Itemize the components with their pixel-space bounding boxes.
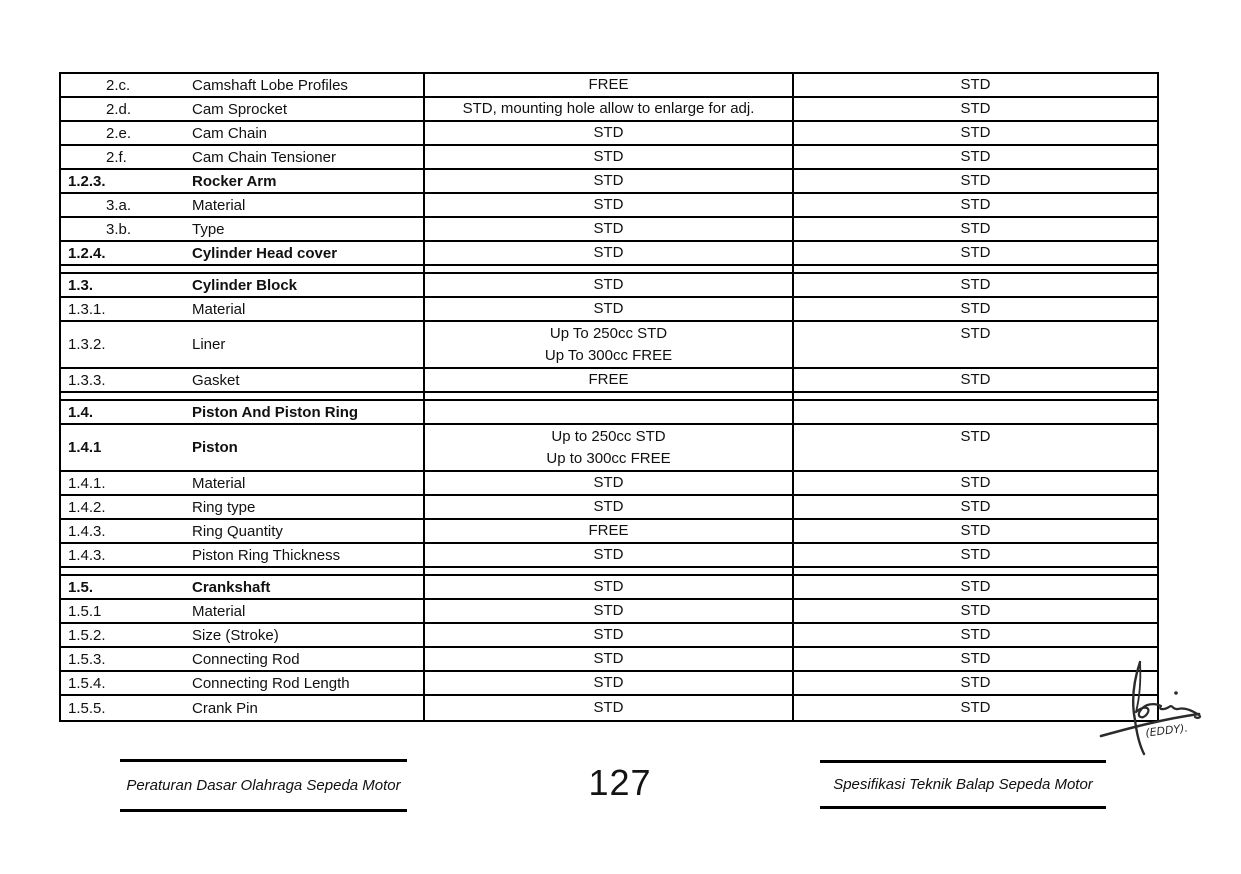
row-spec-value: Up To 300cc FREE [544,347,673,364]
row-number: 2.e. [106,124,132,142]
row-number: 1.2.3. [68,172,106,190]
table-row [61,98,1157,122]
row-std-value: STD [960,602,991,619]
row-number: 1.3. [68,276,94,294]
table-row [61,122,1157,146]
row-spec-value: STD [593,172,624,189]
row-spec-value: FREE [588,371,629,388]
row-spec-value: STD [593,220,624,237]
row-std-value: STD [960,276,991,293]
page-number: 127 [588,762,652,803]
row-spec-value: STD [593,650,624,667]
row-std-value: STD [960,578,991,595]
row-spec-value: FREE [588,76,629,93]
table-row [61,218,1157,242]
footer-left-rule [120,759,407,812]
table-row [61,74,1157,98]
footer-right-label: Spesifikasi Teknik Balap Sepeda Motor [833,776,1093,793]
row-std-value: STD [960,626,991,643]
table-row [61,696,1157,720]
row-number: 3.a. [106,196,132,214]
row-spec-value: STD [593,148,624,165]
row-spec-value: STD [593,196,624,213]
table-row [61,242,1157,266]
row-number: 1.5.1 [68,602,102,620]
footer-right-rule [820,760,1106,809]
row-number: 1.5.3. [68,650,106,668]
signature-icon [1085,646,1220,776]
row-std-value: STD [960,650,991,667]
row-std-value: STD [960,699,991,716]
row-std-value: STD [960,300,991,317]
row-number: 1.3.1. [68,300,106,318]
table-spacer-row [61,393,1157,401]
row-spec-value: STD [593,602,624,619]
row-item-name: Liner [192,336,226,353]
table-row [61,520,1157,544]
row-spec-value: STD [593,699,624,716]
row-std-value: STD [960,172,991,189]
row-number: 1.3.2. [68,336,106,353]
row-item-name: Size (Stroke) [192,626,279,644]
row-spec-value: STD [593,546,624,563]
row-std-value: STD [960,546,991,563]
row-item-name: Cam Sprocket [192,100,288,118]
row-item-name: Gasket [192,371,240,389]
footer-left-label: Peraturan Dasar Olahraga Sepeda Motor [126,777,401,794]
row-number: 1.3.3. [68,371,106,389]
row-item-name: Camshaft Lobe Profiles [192,76,348,94]
row-number: 2.c. [106,76,131,94]
row-item-name: Crank Pin [192,699,258,717]
row-spec-value: Up to 250cc STD [551,428,666,445]
row-number: 1.5.2. [68,626,106,644]
row-item-name: Material [192,196,246,214]
table-row [61,146,1157,170]
row-std-value: STD [960,100,991,117]
table-row [61,274,1157,298]
table-row [61,576,1157,600]
row-spec-value: STD [593,276,624,293]
row-spec-value: FREE [588,522,629,539]
row-spec-value: Up To 250cc STD [549,325,668,342]
row-std-value: STD [960,371,991,388]
row-number: 1.5.5. [68,699,106,717]
row-item-name: Connecting Rod [192,650,300,668]
row-spec-value: STD [593,244,624,261]
table-row [61,170,1157,194]
table-row [61,648,1157,672]
table-row [61,496,1157,520]
row-std-value: STD [960,674,991,691]
row-item-name: Material [192,474,246,492]
row-number: 1.5.4. [68,674,106,692]
table-row [61,544,1157,568]
row-item-name: Ring Quantity [192,522,283,540]
row-number: 1.2.4. [68,244,106,262]
row-std-value: STD [960,124,991,141]
signature-name-text: (EDDY). [1144,721,1189,740]
table-row [61,369,1157,393]
row-spec-value: STD [593,474,624,491]
row-item-name: Rocker Arm [192,172,277,190]
table-spacer-row [61,266,1157,274]
row-spec-value: STD, mounting hole allow to enlarge for adj. [462,100,755,117]
table-row [61,600,1157,624]
row-std-value: STD [960,498,991,515]
table-row [61,322,1157,369]
row-number: 1.4.1. [68,474,106,492]
row-spec-value: STD [593,578,624,595]
row-number: 1.4. [68,403,94,421]
row-spec-value: STD [593,124,624,141]
row-number: 2.f. [106,148,127,166]
row-item-name: Cylinder Block [192,276,298,294]
row-number: 1.4.3. [68,522,106,540]
row-spec-value: Up to 300cc FREE [546,450,671,467]
row-std-value: STD [960,196,991,213]
table-row [61,624,1157,648]
row-number: 3.b. [106,220,132,238]
table-spacer-row [61,568,1157,576]
table-row [61,425,1157,472]
spec-table [59,72,1159,722]
row-spec-value: STD [593,626,624,643]
table-row [61,401,1157,425]
row-std-value: STD [960,522,991,539]
row-std-value: STD [960,220,991,237]
row-std-value: STD [960,76,991,93]
row-item-name: Type [192,220,225,238]
row-spec-value: STD [593,674,624,691]
row-std-value: STD [960,325,991,342]
row-std-value: STD [960,148,991,165]
row-spec-value: STD [593,300,624,317]
row-item-name: Cam Chain Tensioner [192,148,336,166]
table-row [61,194,1157,218]
row-item-name: Material [192,602,246,620]
row-item-name: Connecting Rod Length [192,674,350,692]
row-number: 1.5. [68,578,94,596]
row-item-name: Piston Ring Thickness [192,546,341,564]
row-item-name: Material [192,300,246,318]
row-std-value: STD [960,244,991,261]
table-row [61,298,1157,322]
table-row [61,672,1157,696]
row-std-value: STD [960,428,991,445]
row-item-name: Cylinder Head cover [192,244,338,262]
table-row [61,472,1157,496]
row-spec-value: STD [593,498,624,515]
row-std-value: STD [960,474,991,491]
row-item-name: Ring type [192,498,256,516]
row-number: 1.4.1 [68,439,102,456]
row-number: 1.4.3. [68,546,106,564]
row-number: 2.d. [106,100,132,118]
row-number: 1.4.2. [68,498,106,516]
row-item-name: Piston [192,439,238,456]
row-item-name: Cam Chain [192,124,268,142]
row-item-name: Crankshaft [192,578,271,596]
row-item-name: Piston And Piston Ring [192,403,359,421]
